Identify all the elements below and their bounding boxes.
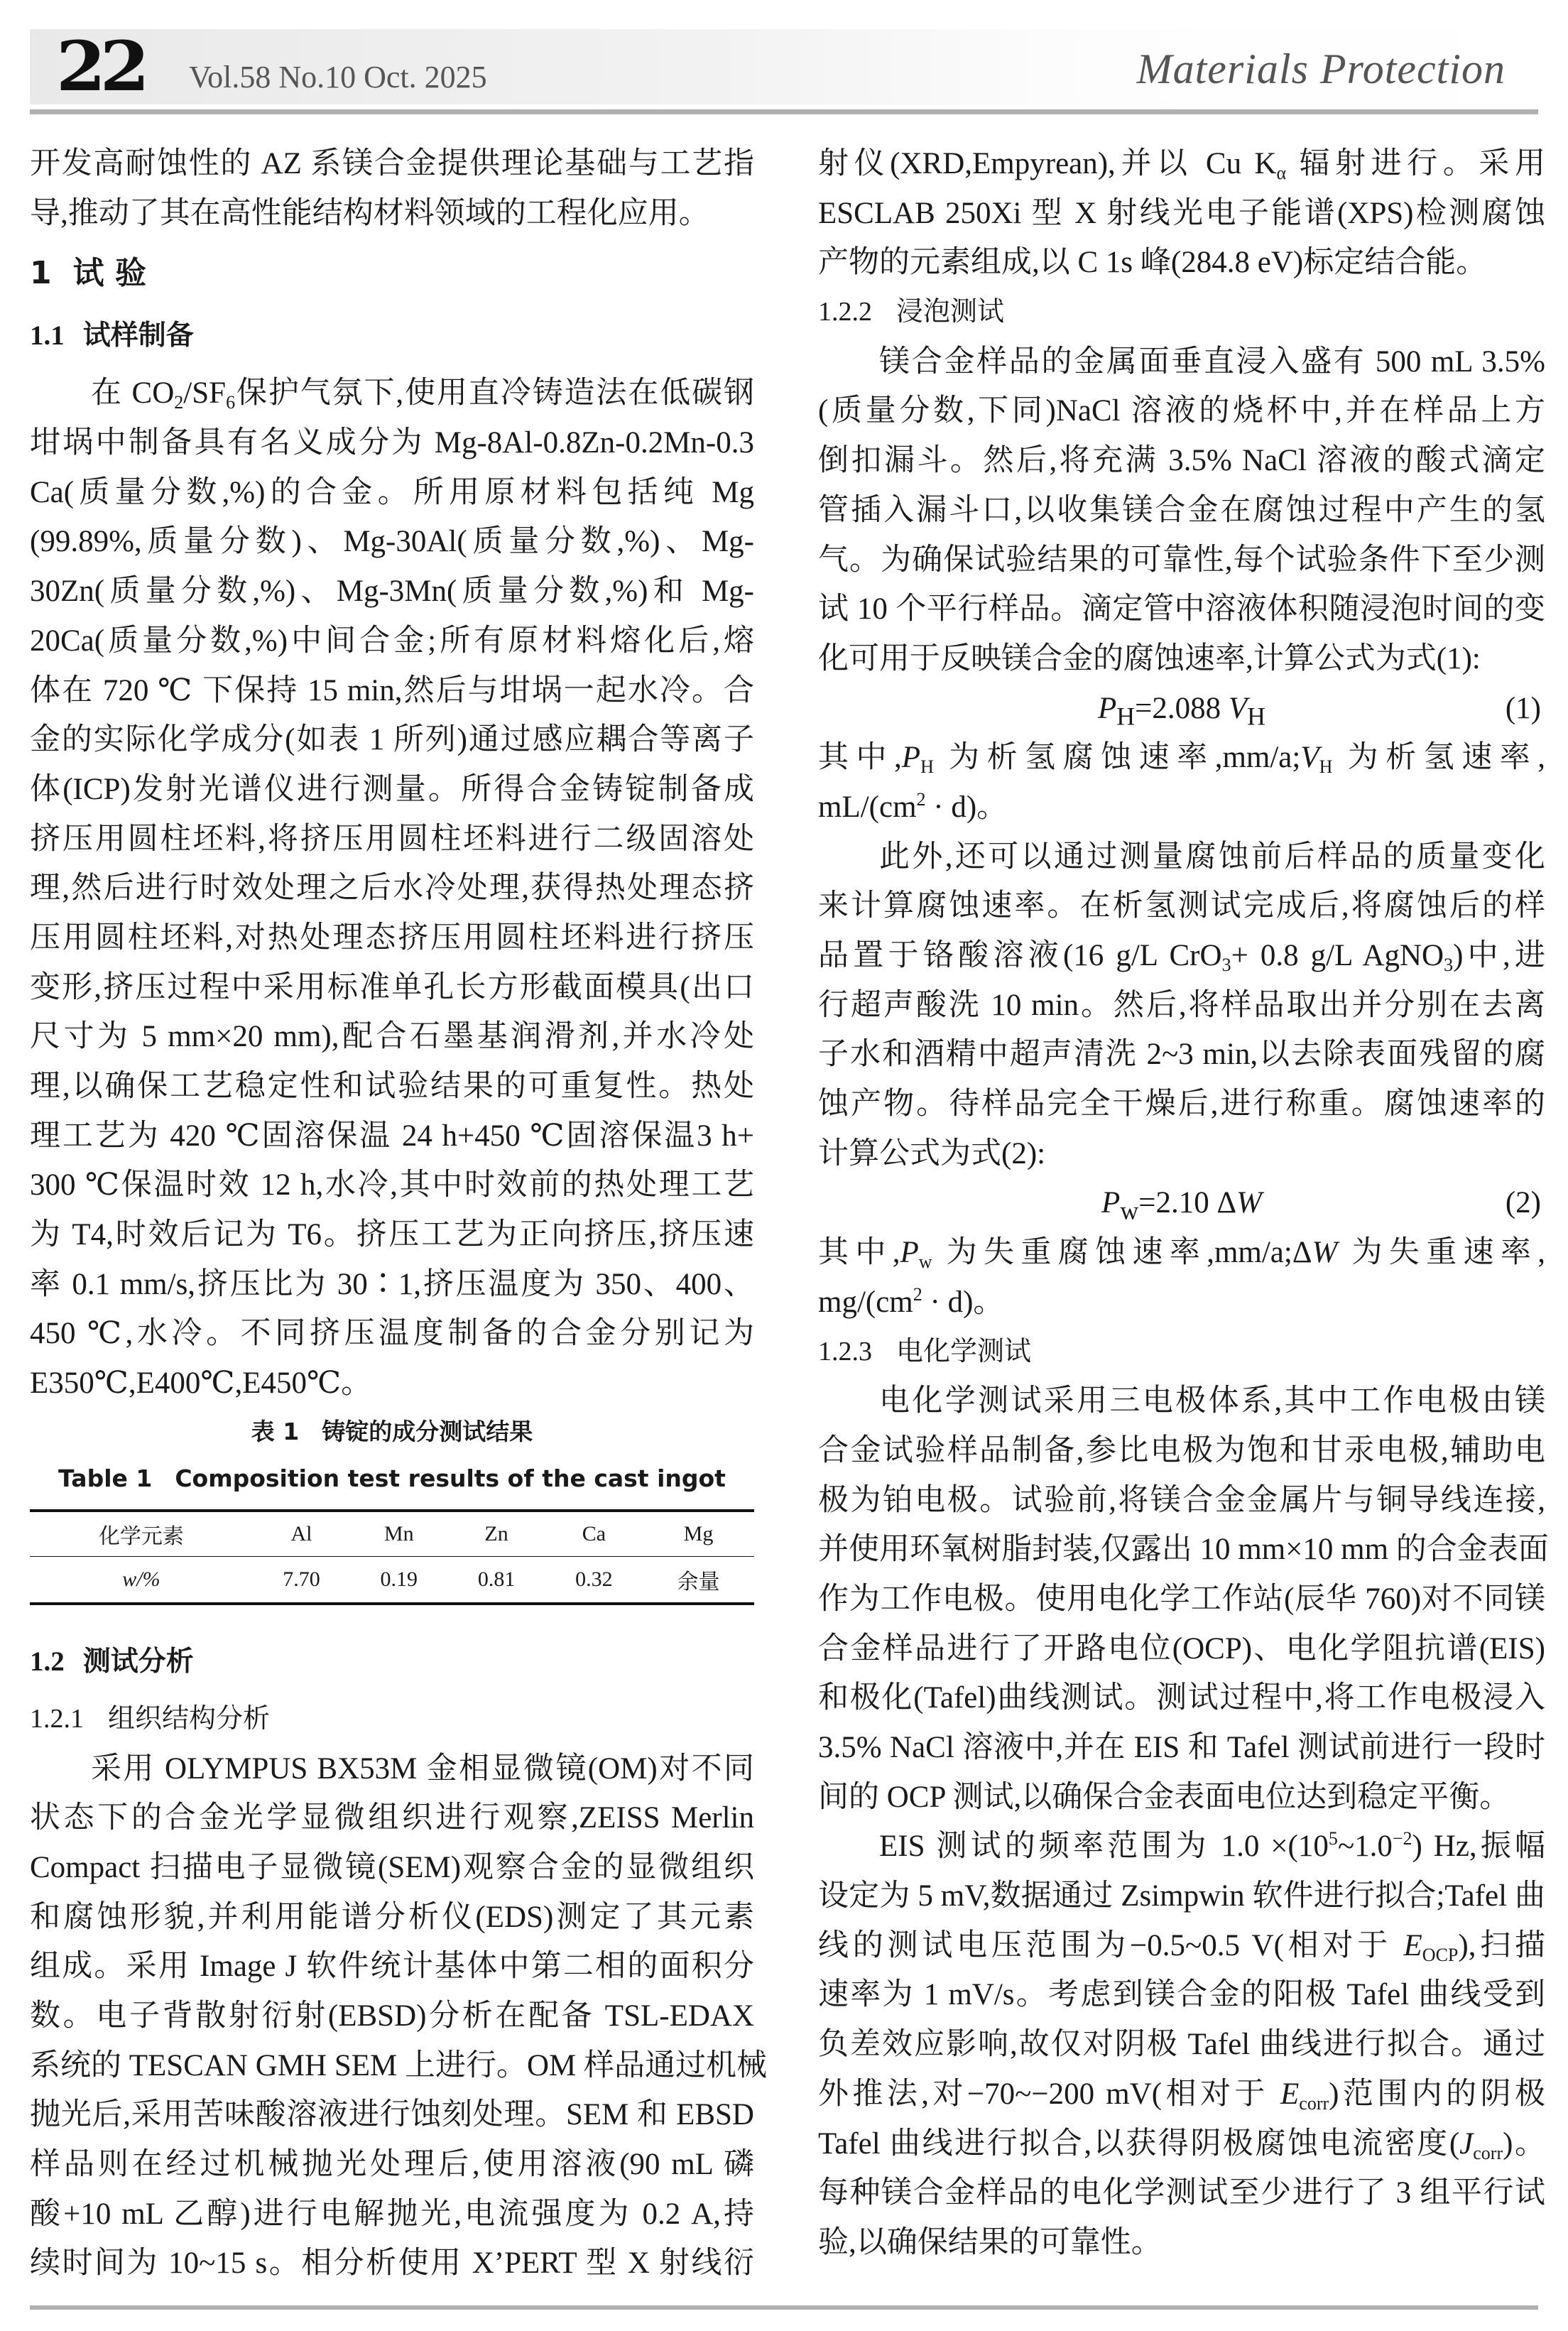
subscript: w [1120,1197,1139,1226]
text-line [818,139,1545,189]
equation-expression [1097,691,1266,731]
text-run: 样品则在经过机械抛光处理后,使用溶液(90 mL 磷 [30,2148,754,2181]
text-line [30,1793,754,1843]
italic-symbol: J [1459,2126,1474,2161]
text-line [818,585,1545,634]
text-line [30,2090,754,2140]
text-line [818,733,1545,783]
text-run: 保护气氛下,使用直冷铸造法在低碳钢 [235,376,755,411]
table-row [30,1556,754,1604]
table-header-cell: Mg [643,1511,754,1557]
text-run: 续时间为 10~15 s。相分析使用 X’PERT 型 X 射线衍 [30,2246,754,2281]
text-run: 挤压用圆柱坯料,将挤压用圆柱坯料进行二级固溶处 [30,822,754,856]
text-run: 体在 720 ℃ 下保持 15 min,然后与坩埚一起水冷。合 [30,673,754,707]
italic-symbol: W [1236,1186,1262,1220]
text-run: 品置于铬酸溶液(16 g/L CrO [818,939,1222,972]
text-run: 450 ℃,水冷。不同挤压温度制备的合金分别记为 [30,1317,754,1351]
section-title: 浸泡测试 [896,297,1005,327]
text-line [818,634,1545,684]
text-run: 为失重速率, [1337,1236,1546,1270]
spacer [30,1605,754,1629]
table-header-cell: Ca [545,1511,643,1557]
text-run: 组成。采用 Image J 软件统计基体中第二相的面积分 [30,1950,754,1984]
italic-symbol: P [1101,1186,1121,1220]
text-run: 合金试验样品制备,参比电极为饱和甘汞电极,辅助电 [818,1433,1545,1467]
section-title: 测试分析 [82,1645,194,1678]
section-title: 组织结构分析 [108,1703,271,1734]
section-number: 1 [30,255,52,292]
text-line [30,616,754,666]
text-run: ESCLAB 250Xi 型 X 射线光电子能谱(XPS)检测腐蚀 [818,196,1545,230]
equation [818,1178,1545,1228]
text-line [30,913,754,963]
text-line [818,1228,1545,1278]
table-cell: w/% [30,1556,253,1604]
table-cell: 0.81 [447,1556,545,1604]
page-number: 22 [56,26,144,107]
section-number: 1.1 [30,320,65,352]
text-line [818,1080,1545,1129]
text-run: 试 10 个平行样品。滴定管中溶液体积随浸泡时间的变 [818,592,1545,626]
caption-title: 铸锭的成分测试结果 [322,1417,533,1445]
text-run: Compact 扫描电子显微镜(SEM)观察合金的显微组织 [30,1850,754,1884]
text-run: · d)。 [925,790,1008,824]
text-line [30,1260,754,1310]
section-heading [818,1327,1545,1377]
text-line [30,1359,754,1408]
text-line [818,1376,1545,1426]
text-run: 金的实际化学成分(如表 1 所列)通过感应耦合等离子 [30,723,754,757]
text-line [818,1773,1545,1822]
italic-symbol: W [1312,1236,1338,1270]
text-run: 导,推动了其在高性能结构材料领域的工程化应用。 [30,196,709,230]
text-run: 射仪(XRD,Empyrean),并以 Cu K [818,147,1277,180]
text-line [818,1575,1545,1624]
text-line [818,189,1545,239]
text-run: 外推法,对−70~−200 mV(相对于 [818,2077,1280,2111]
text-run: 理工艺为 420 ℃固溶保温 24 h+450 ℃固溶保温3 h+ [30,1119,754,1153]
text-line [30,815,754,864]
text-run: 倒扣漏斗。然后,将充满 3.5% NaCl 溶液的酸式滴定 [818,444,1545,478]
text-run: 设定为 5 mV,数据通过 Zsimpwin 软件进行拟合;Tafel 曲 [818,1879,1545,1913]
text-run: + 0.8 g/L AgNO [1231,939,1444,972]
text-run: 气。为确保试验结果的可靠性,每个试验条件下至少测 [818,543,1545,577]
left-column [30,139,768,2288]
text-run: 坩埚中制备具有名义成分为 Mg-8Al-0.8Zn-0.2Mn-0.3 [30,426,754,460]
italic-symbol: V [1300,741,1319,775]
text-run: Tafel 曲线进行拟合,以获得阴极腐蚀电流密度( [818,2126,1460,2161]
text-run: /SF [183,376,227,411]
text-run: 理,以确保工艺稳定性和试验结果的可重复性。热处 [30,1070,754,1103]
text-line [818,436,1545,486]
subscript: corr [1299,2092,1329,2114]
text-run: 线的测试电压范围为−0.5~0.5 V(相对于 [818,1928,1404,1962]
text-run: 蚀产物。待样品完全干燥后,进行称重。腐蚀速率的 [818,1087,1545,1121]
italic-symbol: P [900,1236,919,1270]
text-line [818,337,1545,387]
text-line [30,189,754,239]
text-line [818,783,1545,832]
text-run: 20Ca(质量分数,%)中间合金;所有原材料熔化后,熔 [30,624,754,658]
header-divider [30,109,1538,114]
text-line [818,1278,1545,1327]
table-header-cell: Mn [350,1511,447,1557]
text-line [30,1161,754,1210]
text-line [818,1871,1545,1921]
text-run: 30Zn(质量分数,%)、Mg-3Mn(质量分数,%)和 Mg- [30,575,754,609]
text-run: 来计算腐蚀速率。在析氢测试完成后,将腐蚀后的样 [818,889,1545,923]
text-line [818,486,1545,536]
text-line [30,2140,754,2190]
text-run: 计算公式为式(2): [818,1136,1046,1170]
text-run: 为析氢速率, [1332,741,1545,775]
paragraph [818,1228,1545,1327]
text-run: ) Hz,振幅 [1412,1830,1545,1864]
subscript: H [1319,756,1333,778]
text-run: 子水和酒精中超声清洗 2~3 min,以去除表面残留的腐 [818,1038,1545,1072]
text-run: Ca(质量分数,%)的合金。所用原材料包括纯 Mg [30,475,754,509]
text-run: 行超声酸洗 10 min。然后,将样品取出并分别在去离 [818,988,1545,1022]
subscript: corr [1473,2142,1503,2163]
text-run: 为 T4,时效后记为 T6。挤压工艺为正向挤压,挤压速 [30,1218,754,1252]
text-run: 率 0.1 mm/s,挤压比为 30∶1,挤压温度为 350、400、 [30,1267,754,1301]
caption-title: Composition test results of the cast ingot [175,1464,726,1492]
equation-number: (1) [1505,691,1541,725]
caption-number: 表 1 [251,1417,300,1445]
equation [818,684,1545,734]
text-line [30,1843,754,1893]
text-line [30,468,754,518]
subscript: 3 [1221,955,1231,975]
superscript: 2 [913,1283,922,1305]
text-run: 每种镁合金样品的电化学测试至少进行了 3 组平行试 [818,2176,1545,2210]
section-title: 试样制备 [82,320,194,352]
table-cell: 0.32 [545,1556,643,1604]
text-line [818,931,1545,981]
text-line [818,1030,1545,1080]
table-cell: 余量 [643,1556,754,1604]
text-line [818,2119,1545,2169]
text-line [30,567,754,616]
text-line [30,139,754,189]
text-line [818,1921,1545,1971]
superscript: 2 [916,788,926,810]
text-run: 为失重腐蚀速率,mm/a;Δ [932,1236,1312,1270]
section-title: 试 验 [72,255,146,292]
text-run: 其中, [818,741,902,775]
footer-divider [30,2305,1538,2310]
section-number: 1.2.3 [818,1336,872,1366]
text-line [818,1129,1545,1179]
superscript: 5 [1328,1828,1338,1849]
text-run: 理,然后进行时效处理之后水冷处理,获得热处理态挤 [30,871,754,906]
section-heading [30,303,754,369]
table-cell: 7.70 [253,1556,350,1604]
text-line [30,1062,754,1112]
text-run: 300 ℃保温时效 12 h,水冷,其中时效前的热处理工艺 [30,1168,754,1202]
text-run: 产物的元素组成,以 C 1s 峰(284.8 eV)标定结合能。 [818,246,1487,280]
italic-symbol: E [1280,2077,1300,2111]
text-line [30,1893,754,1942]
subscript: 6 [226,392,236,413]
text-run: 数。电子背散射衍射(EBSD)分析在配备 TSL-EDAX [30,1999,754,2033]
text-line [818,536,1545,585]
paragraph [30,1744,768,2289]
paragraph [818,733,1545,832]
text-line [818,1525,1549,1575]
text-line [818,1624,1545,1674]
issue-info: Vol.58 No.10 Oct. 2025 [189,60,487,94]
italic-symbol: V [1228,691,1248,725]
text-line [30,2239,754,2288]
text-run: 和极化(Tafel)曲线测试。测试过程中,将工作电极浸入 [818,1681,1545,1715]
text-run: 速率为 1 mV/s。考虑到镁合金的阳极 Tafel 曲线受到 [818,1978,1545,2012]
subscript: H [1247,702,1266,731]
italic-symbol: E [1403,1928,1422,1962]
text-run: =2.10 Δ [1138,1186,1237,1220]
text-line [818,981,1545,1031]
text-run: 电化学测试采用三电极体系,其中工作电极由镁 [879,1384,1545,1418]
text-line [818,2070,1545,2119]
text-run: 压用圆柱坯料,对热处理态挤压用圆柱坯料进行挤压 [30,920,754,955]
paragraph [818,832,1545,1179]
text-run: mg/(cm [818,1285,913,1319]
text-run: )中,进 [1453,939,1546,972]
text-run: 负差效应影响,故仅对阴极 Tafel 曲线进行拟合。通过 [818,2028,1545,2062]
text-line [818,832,1545,882]
section-number: 1.2.1 [30,1703,84,1734]
text-line [818,2168,1545,2218]
text-run: 和腐蚀形貌,并利用能谱分析仪(EDS)测定了其元素 [30,1900,754,1934]
text-run: mL/(cm [818,790,917,824]
table-header-cell: Zn [447,1511,545,1557]
text-line [30,1210,754,1260]
text-line [30,369,754,418]
section-heading [30,244,754,303]
text-line [818,1426,1545,1476]
text-run: 此外,还可以通过测量腐蚀前后样品的质量变化 [879,840,1545,874]
text-line [818,1476,1545,1526]
text-run: 镁合金样品的金属面垂直浸入盛有 500 mL 3.5% [879,344,1545,379]
subscript: w [918,1251,932,1273]
paragraph [30,139,754,238]
text-line [30,1309,754,1359]
text-line [30,1012,754,1062]
section-number: 1.2 [30,1646,65,1677]
text-run: (99.89%,质量分数)、Mg-30Al(质量分数,%)、Mg- [30,525,754,559]
text-run: 在 CO [91,376,175,411]
text-line [818,2218,1545,2268]
text-run: 变形,挤压过程中采用标准单孔长方形截面模具(出口 [30,970,754,1004]
text-run: )。 [1503,2126,1545,2161]
text-run: 合金样品进行了开路电位(OCP)、电化学阻抗谱(EIS) [818,1631,1545,1666]
text-run: )范围内的阴极 [1329,2077,1545,2111]
text-line [818,1723,1545,1773]
text-run: 间的 OCP 测试,以确保合金表面电位达到稳定平衡。 [818,1780,1510,1814]
text-run: =2.088 [1135,691,1229,725]
text-line [818,238,1545,288]
paragraph [818,1376,1549,1822]
text-run: E350℃,E400℃,E450℃。 [30,1366,372,1401]
text-run: 辐射进行。采用 [1286,147,1545,180]
superscript: −2 [1392,1828,1412,1849]
section-heading [818,288,1545,337]
text-line [30,666,754,716]
text-line [818,1822,1545,1871]
text-line [818,881,1545,931]
text-run: 为析氢腐蚀速率,mm/a; [933,741,1301,775]
table-caption-en [30,1455,754,1502]
text-line [30,1744,754,1794]
text-line [30,517,754,567]
text-run: 开发高耐蚀性的 AZ 系镁合金提供理论基础与工艺指 [30,147,754,180]
text-line [30,418,754,468]
section-heading [30,1629,754,1695]
equation-expression [1101,1186,1262,1226]
text-line [30,2041,768,2091]
subscript: H [1116,702,1136,731]
paragraph [818,139,1545,288]
caption-number: Table 1 [58,1464,153,1492]
text-run: 采用 OLYMPUS BX53M 金相显微镜(OM)对不同 [91,1751,754,1786]
paragraph [818,337,1545,684]
italic-symbol: P [901,741,921,775]
section-number: 1.2.2 [818,297,872,327]
text-line [30,1992,754,2041]
text-run: 3.5% NaCl 溶液中,并在 EIS 和 Tafel 测试前进行一段时 [818,1731,1545,1764]
text-line [30,715,754,765]
text-run: 状态下的合金光学显微组织进行观察,ZEISS Merlin [30,1801,754,1835]
right-column [818,139,1549,2268]
text-run: 系统的 TESCAN GMH SEM 上进行。OM 样品通过机械 [30,2048,768,2082]
table-header-cell: 化学元素 [30,1511,253,1557]
text-run: 尺寸为 5 mm×20 mm),配合石墨基润滑剂,并水冷处 [30,1020,754,1054]
text-run: 酸+10 mL 乙醇)进行电解抛光,电流强度为 0.2 A,持 [30,2197,754,2231]
paragraph [818,1822,1545,2267]
subscript: 2 [174,392,184,413]
text-line [30,1942,754,1992]
text-run: 作为工作电极。使用电化学工作站(辰华 760)对不同镁 [818,1582,1545,1616]
journal-title: Materials Protection [1136,45,1506,92]
text-line [30,1112,754,1161]
text-run: 化可用于反映镁合金的腐蚀速率,计算公式为式(1): [818,641,1481,675]
composition-table [30,1509,754,1605]
table-header-row [30,1511,754,1557]
subscript: H [920,756,934,778]
text-run: ),扫描 [1458,1928,1545,1962]
text-run: 验,以确保结果的可靠性。 [818,2225,1162,2259]
section-heading [30,1695,754,1744]
text-line [818,1673,1545,1723]
text-run: · d)。 [922,1285,1004,1319]
text-run: 并使用环氧树脂封装,仅露出 10 mm×10 mm 的合金表面 [818,1533,1549,1567]
text-run: 极为铂电极。试验前,将镁合金金属片与铜导线连接, [818,1483,1545,1517]
equation-number: (2) [1505,1186,1541,1220]
table-cell: 0.19 [350,1556,447,1604]
text-line [30,765,754,815]
text-run: 体(ICP)发射光谱仪进行测量。所得合金铸锭制备成 [30,772,754,806]
text-run: EIS 测试的频率范围为 1.0 ×(10 [879,1830,1329,1864]
subscript: OCP [1422,1944,1459,1965]
text-line [818,2020,1545,2070]
text-run: ~1.0 [1337,1830,1393,1864]
text-line [30,864,754,913]
italic-symbol: P [1097,691,1117,725]
text-line [30,963,754,1013]
text-line [818,1970,1545,2020]
table-caption-cn [30,1408,754,1455]
text-line [30,2190,754,2239]
text-run: 其中, [818,1236,900,1270]
paragraph [30,369,754,1408]
text-run: 抛光后,采用苦味酸溶液进行蚀刻处理。SEM 和 EBSD [30,2098,754,2132]
table-header-cell: Al [253,1511,350,1557]
section-title: 电化学测试 [896,1336,1032,1366]
text-run: 管插入漏斗口,以收集镁合金在腐蚀过程中产生的氢 [818,493,1545,527]
text-run: (质量分数,下同)NaCl 溶液的烧杯中,并在样品上方 [818,394,1545,428]
subscript: 3 [1444,955,1454,975]
text-line [818,386,1545,436]
subscript: α [1276,163,1287,183]
